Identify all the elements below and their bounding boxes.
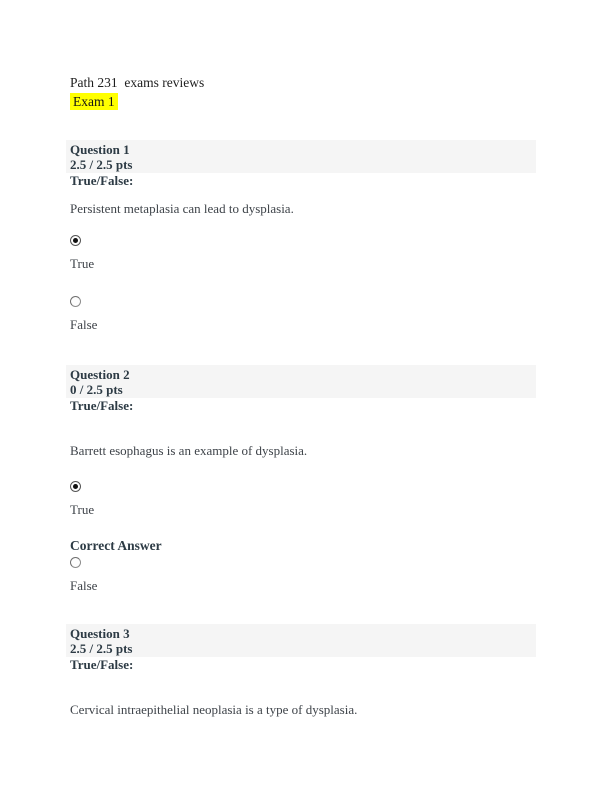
- radio-button-true[interactable]: [70, 235, 81, 246]
- radio-button-false[interactable]: [70, 557, 81, 568]
- exam-title-highlighted: Exam 1: [70, 93, 118, 110]
- answer-option: [70, 556, 535, 593]
- radio-button-false[interactable]: [70, 296, 81, 307]
- exam-title-row: [70, 93, 535, 110]
- option-label: True: [70, 502, 95, 517]
- question-header: [66, 624, 536, 657]
- answer-option: [70, 295, 535, 332]
- question-text: Barrett esophagus is an example of dysplasia.: [70, 443, 308, 458]
- radio-button-true[interactable]: [70, 481, 81, 492]
- question-header: [66, 140, 536, 173]
- option-label: False: [70, 317, 98, 332]
- page-title: Path 231 exams reviews: [70, 75, 205, 90]
- question-title: Question 3: [70, 626, 130, 641]
- option-label: False: [70, 578, 98, 593]
- question-text: Persistent metaplasia can lead to dysplasia.: [70, 201, 294, 216]
- question-points: 0 / 2.5 pts: [70, 382, 123, 397]
- question-type-label: True/False:: [70, 657, 134, 672]
- question-points: 2.5 / 2.5 pts: [70, 641, 133, 656]
- question-points: 2.5 / 2.5 pts: [70, 157, 133, 172]
- answer-option: [70, 480, 535, 517]
- question-type-label: True/False:: [70, 398, 134, 413]
- question-type-label: True/False:: [70, 173, 134, 188]
- question-block: [70, 140, 535, 332]
- question-block: [70, 365, 535, 593]
- question-text: Cervical intraepithelial neoplasia is a type of dysplasia.: [70, 702, 358, 717]
- question-header: [66, 365, 536, 398]
- answer-option: [70, 234, 535, 271]
- option-label: True: [70, 256, 95, 271]
- question-title: Question 1: [70, 142, 130, 157]
- correct-answer-label: Correct Answer: [70, 538, 162, 553]
- question-title: Question 2: [70, 367, 130, 382]
- question-block: [70, 624, 535, 717]
